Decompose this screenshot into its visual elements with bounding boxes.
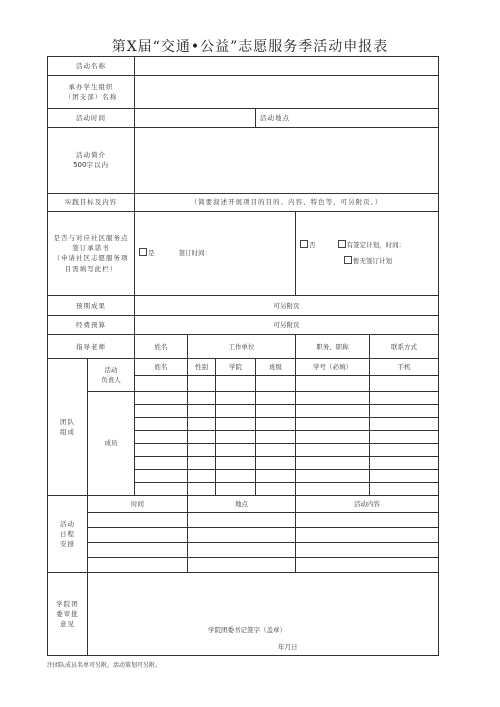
member-cell[interactable] <box>256 404 296 417</box>
schedule-cell[interactable] <box>88 543 188 558</box>
member-cell[interactable] <box>256 483 296 496</box>
member-cell[interactable] <box>135 456 188 469</box>
member-cell[interactable] <box>216 430 256 443</box>
member-cell[interactable] <box>370 456 439 469</box>
leader-college-field[interactable] <box>216 375 256 391</box>
advisor-col-title: 职务、职称 <box>296 335 370 359</box>
label-activity-name: 活动名称 <box>48 57 135 76</box>
label-review: 学院团 委审批 意见 <box>48 573 88 656</box>
leader-phone-field[interactable] <box>370 375 439 391</box>
label-budget: 经费预算 <box>48 316 135 335</box>
schedule-cell[interactable] <box>88 528 188 543</box>
member-cell[interactable] <box>216 443 256 456</box>
member-cell[interactable] <box>370 443 439 456</box>
member-cell[interactable] <box>135 404 188 417</box>
member-col-name: 姓名 <box>135 359 188 375</box>
checkbox-icon <box>338 240 346 248</box>
label-team: 团队 组成 <box>48 359 88 496</box>
review-sign-label: 学院团委书记签字（盖章） <box>208 625 286 634</box>
advisor-col-name: 姓名 <box>135 335 188 359</box>
sign-time-label: 签订时间： <box>178 249 212 258</box>
member-cell[interactable] <box>188 443 216 456</box>
schedule-cell[interactable] <box>188 558 296 573</box>
member-cell[interactable] <box>135 417 188 430</box>
leader-gender-field[interactable] <box>188 375 216 391</box>
schedule-cell[interactable] <box>296 528 439 543</box>
member-cell[interactable] <box>296 443 370 456</box>
member-cell[interactable] <box>256 430 296 443</box>
member-cell[interactable] <box>188 430 216 443</box>
schedule-col-content: 活动内容 <box>296 496 439 513</box>
member-col-phone: 手机 <box>370 359 439 375</box>
member-cell[interactable] <box>216 469 256 482</box>
member-col-student-id: 学号（必填） <box>296 359 370 375</box>
label-schedule: 活动 日程 安排 <box>48 496 88 573</box>
member-cell[interactable] <box>188 417 216 430</box>
schedule-cell[interactable] <box>296 513 439 528</box>
schedule-cell[interactable] <box>88 513 188 528</box>
label-goal: 实践目标及内容 <box>48 193 135 211</box>
schedule-col-time: 时间 <box>88 496 188 513</box>
member-col-college: 学院 <box>216 359 256 375</box>
footnote: 注团队成员名单可另附，活动策划可另附。 <box>47 662 162 669</box>
label-community-agreement: 是否与对应社区服务点 签订承诺书 （申请社区志愿服务项 目需填写此栏） <box>48 211 135 295</box>
plan-no-checkbox[interactable]: 暂无签订计划 <box>344 257 392 265</box>
member-cell[interactable] <box>188 483 216 496</box>
member-cell[interactable] <box>296 430 370 443</box>
field-activity-time[interactable] <box>135 109 256 128</box>
community-yes-cell[interactable] <box>135 211 296 295</box>
yes-checkbox[interactable]: 是 <box>139 249 155 257</box>
member-cell[interactable] <box>188 456 216 469</box>
plan-yes-checkbox[interactable]: 有签定计划，时间： <box>338 241 406 249</box>
schedule-cell[interactable] <box>88 558 188 573</box>
member-cell[interactable] <box>370 391 439 404</box>
member-cell[interactable] <box>216 391 256 404</box>
member-cell[interactable] <box>216 417 256 430</box>
label-activity-time: 活动时间 <box>48 109 135 128</box>
member-cell[interactable] <box>370 469 439 482</box>
member-cell[interactable] <box>256 443 296 456</box>
member-col-class: 班级 <box>256 359 296 375</box>
label-advisor: 指导老师 <box>48 335 135 359</box>
member-cell[interactable] <box>135 391 188 404</box>
checkbox-icon <box>300 240 308 248</box>
member-cell[interactable] <box>135 443 188 456</box>
member-cell[interactable] <box>296 417 370 430</box>
member-cell[interactable] <box>135 430 188 443</box>
label-organizer: 承办学生组织 （团支部）名称 <box>48 76 135 109</box>
community-no-cell[interactable] <box>296 211 439 295</box>
member-cell[interactable] <box>370 404 439 417</box>
member-cell[interactable] <box>216 404 256 417</box>
label-members: 成员 <box>88 391 135 496</box>
advisor-col-unit: 工作单位 <box>188 335 296 359</box>
expected-result-hint[interactable]: 可另附页 <box>135 296 439 316</box>
schedule-cell[interactable] <box>188 543 296 558</box>
application-form-table <box>47 56 439 656</box>
label-expected-result: 预期成果 <box>48 296 135 316</box>
member-cell[interactable] <box>256 417 296 430</box>
advisor-col-contact: 联系方式 <box>370 335 439 359</box>
member-cell[interactable] <box>216 483 256 496</box>
member-cell[interactable] <box>188 404 216 417</box>
member-cell[interactable] <box>296 483 370 496</box>
no-checkbox[interactable]: 否 <box>300 241 316 249</box>
member-cell[interactable] <box>256 469 296 482</box>
goal-hint: （简要叙述开展项目的目的、内容、特色等，可另附页。） <box>135 193 439 211</box>
member-col-gender: 性别 <box>188 359 216 375</box>
budget-hint[interactable]: 可另附页 <box>135 316 439 335</box>
member-cell[interactable] <box>256 456 296 469</box>
member-cell[interactable] <box>135 483 188 496</box>
member-cell[interactable] <box>296 404 370 417</box>
member-cell[interactable] <box>296 391 370 404</box>
field-organizer[interactable] <box>135 76 439 109</box>
member-cell[interactable] <box>370 417 439 430</box>
checkbox-icon <box>344 256 352 264</box>
schedule-cell[interactable] <box>296 558 439 573</box>
member-cell[interactable] <box>296 469 370 482</box>
member-cell[interactable] <box>370 430 439 443</box>
member-cell[interactable] <box>188 391 216 404</box>
review-field[interactable] <box>88 573 439 656</box>
member-cell[interactable] <box>370 483 439 496</box>
review-date-label: 年月日 <box>278 642 298 651</box>
field-activity-name[interactable] <box>135 57 439 76</box>
page-title: 第X届“交通•公益”志愿服务季活动申报表 <box>111 39 389 55</box>
schedule-col-place: 地点 <box>188 496 296 513</box>
leader-id-field[interactable] <box>296 375 370 391</box>
schedule-cell[interactable] <box>188 528 296 543</box>
label-activity-place[interactable]: 活动地点 <box>256 109 439 128</box>
schedule-cell[interactable] <box>296 543 439 558</box>
member-cell[interactable] <box>216 456 256 469</box>
member-cell[interactable] <box>296 456 370 469</box>
leader-class-field[interactable] <box>256 375 296 391</box>
checkbox-icon <box>139 248 147 256</box>
leader-name-field[interactable] <box>135 375 188 391</box>
field-activity-intro[interactable] <box>135 128 439 193</box>
member-cell[interactable] <box>188 469 216 482</box>
schedule-cell[interactable] <box>188 513 296 528</box>
member-cell[interactable] <box>135 469 188 482</box>
label-activity-intro: 活动简介 500字以内 <box>48 128 135 193</box>
label-leader: 活动 负责人 <box>88 359 135 391</box>
member-cell[interactable] <box>256 391 296 404</box>
